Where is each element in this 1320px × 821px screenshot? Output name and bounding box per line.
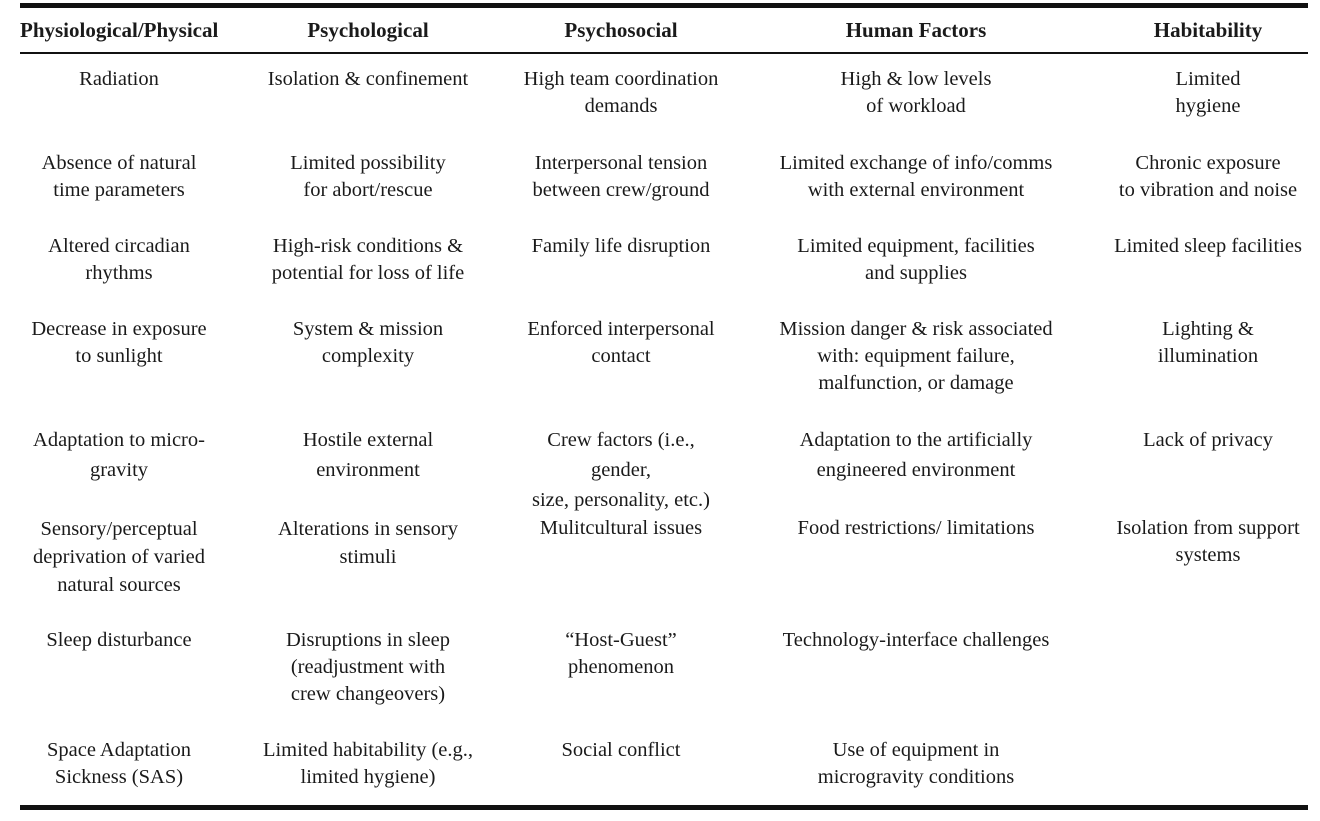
table-cell: Limited hygiene: [1175, 68, 1241, 117]
table-cell: System & mission complexity: [292, 318, 444, 367]
table-cell: Limited habitability (e.g., limited hygiene): [262, 739, 474, 788]
table-cell: Alterations in sensory stimuli: [278, 518, 458, 568]
table-row: [20, 627, 1308, 737]
table-cell: Limited exchange of info/comms with external environment: [779, 152, 1053, 201]
table-cell: Altered circadian rhythms: [48, 235, 190, 284]
table-header-row: [20, 8, 1308, 52]
table-cell: Family life disruption: [531, 235, 711, 257]
table-row: [20, 425, 1308, 515]
table-cell: Space Adaptation Sickness (SAS): [46, 739, 192, 788]
table-cell: High & low levels of workload: [840, 68, 992, 117]
stressor-table-body: [20, 54, 1308, 795]
table-cell: Lack of privacy: [1143, 429, 1273, 451]
table-cell: Interpersonal tension between crew/ground: [532, 152, 710, 201]
table-cell: Disruptions in sleep (readjustment with crew changeovers): [286, 629, 450, 705]
header-psychological: Psychological: [307, 17, 429, 42]
header-habitability: Habitability: [1153, 17, 1263, 42]
table-cell: High team coordination demands: [523, 68, 719, 117]
table-cell: [1108, 627, 1308, 737]
table-bottom-rule: [20, 805, 1308, 810]
table-cell: Sensory/perceptual deprivation of varied natural sources: [33, 518, 205, 596]
table-row: [20, 316, 1308, 425]
table-cell: Limited sleep facilities: [1114, 235, 1302, 257]
table-row: [20, 150, 1308, 233]
table-cell: Limited equipment, facilities and supplies: [797, 235, 1035, 284]
table-cell: Use of equipment in microgravity conditions: [817, 739, 1015, 788]
table-cell: Isolation from support systems: [1116, 517, 1300, 566]
header-physiological: Physiological/Physical: [20, 17, 219, 42]
table-cell: Mission danger & risk associated with: equipment failure, malfunction, or damage: [779, 318, 1053, 394]
table-cell: Crew factors (i.e., gender, size, personality, etc.): [532, 429, 710, 511]
table-cell: Enforced interpersonal contact: [527, 318, 715, 367]
table-cell: “Host-Guest” phenomenon: [565, 629, 677, 678]
table-cell: Lighting & illumination: [1157, 318, 1259, 367]
table-cell: Limited possibility for abort/rescue: [290, 152, 446, 201]
table-cell: Food restrictions/ limitations: [797, 517, 1035, 539]
table-row: [20, 54, 1308, 150]
table-cell: Isolation & confinement: [267, 68, 469, 90]
table-cell: Hostile external environment: [302, 429, 434, 481]
table-row: [20, 233, 1308, 316]
table-cell: [1108, 737, 1308, 795]
header-human-factors: Human Factors: [845, 17, 987, 42]
table-cell: Adaptation to micro- gravity: [33, 429, 205, 481]
table-cell: Chronic exposure to vibration and noise: [1118, 152, 1298, 201]
table-cell: Technology-interface challenges: [782, 629, 1050, 651]
stressor-table-container: [20, 0, 1308, 795]
table-cell: Decrease in exposure to sunlight: [31, 318, 207, 367]
table-row: [20, 515, 1308, 627]
table-cell: Adaptation to the artificially engineered environment: [799, 429, 1033, 481]
header-psychosocial: Psychosocial: [564, 17, 678, 42]
stressor-table: [20, 8, 1308, 52]
table-row: [20, 737, 1308, 795]
table-cell: Sleep disturbance: [46, 629, 192, 651]
table-cell: Radiation: [79, 68, 159, 90]
table-cell: High-risk conditions & potential for loss of life: [271, 235, 465, 284]
table-cell: Mulitcultural issues: [539, 517, 703, 539]
table-cell: Social conflict: [561, 739, 681, 761]
table-cell: Absence of natural time parameters: [41, 152, 197, 201]
